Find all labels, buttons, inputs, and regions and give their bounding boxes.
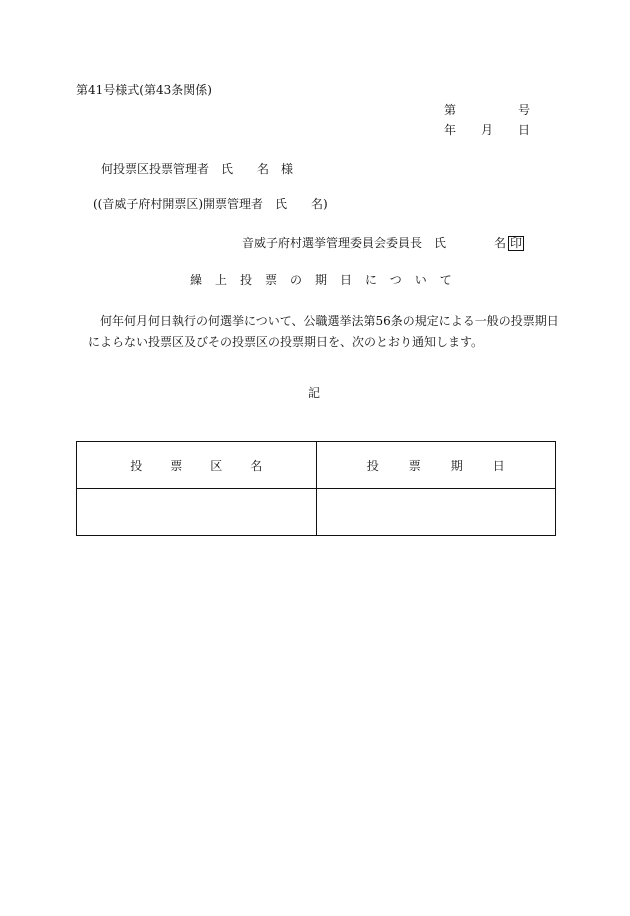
date-line [444,124,530,144]
ki-heading: 記 [308,386,321,400]
cell-polling-date[interactable] [316,489,556,536]
polling-date-table [76,441,556,536]
cell-polling-district[interactable] [77,489,317,536]
number-go: 号 [517,103,530,117]
body-paragraph: 何年何月何日執行の何選挙について、公職選挙法第56条の規定による一般の投票期日によらない投票区及びその投票区の投票期日を、次のとおり通知します。 [88,314,559,349]
number-date-block [444,104,530,144]
number-dai: 第 [444,103,457,117]
addressee-polling-manager: 何投票区投票管理者 氏 名 様 [101,162,294,176]
seal-mark: 印 [510,236,523,250]
header-polling-district: 投票区名 [77,442,317,489]
addressee-counting-manager: ((音威子府村開票区)開票管理者 氏 名) [93,197,328,211]
date-month: 月 [480,123,493,137]
date-day: 日 [517,123,530,137]
header-polling-date: 投票期日 [316,442,556,489]
table-row [77,489,556,536]
sender-name: 音威子府村選挙管理委員会委員長 氏 名 [242,236,507,250]
form-number-label: 第41号様式(第43条関係) [76,83,212,97]
date-year: 年 [444,123,457,137]
document-title: 繰上投票の期日について [190,273,465,287]
number-line [444,104,530,124]
sender-line [242,236,524,251]
table-header-row [77,442,556,489]
